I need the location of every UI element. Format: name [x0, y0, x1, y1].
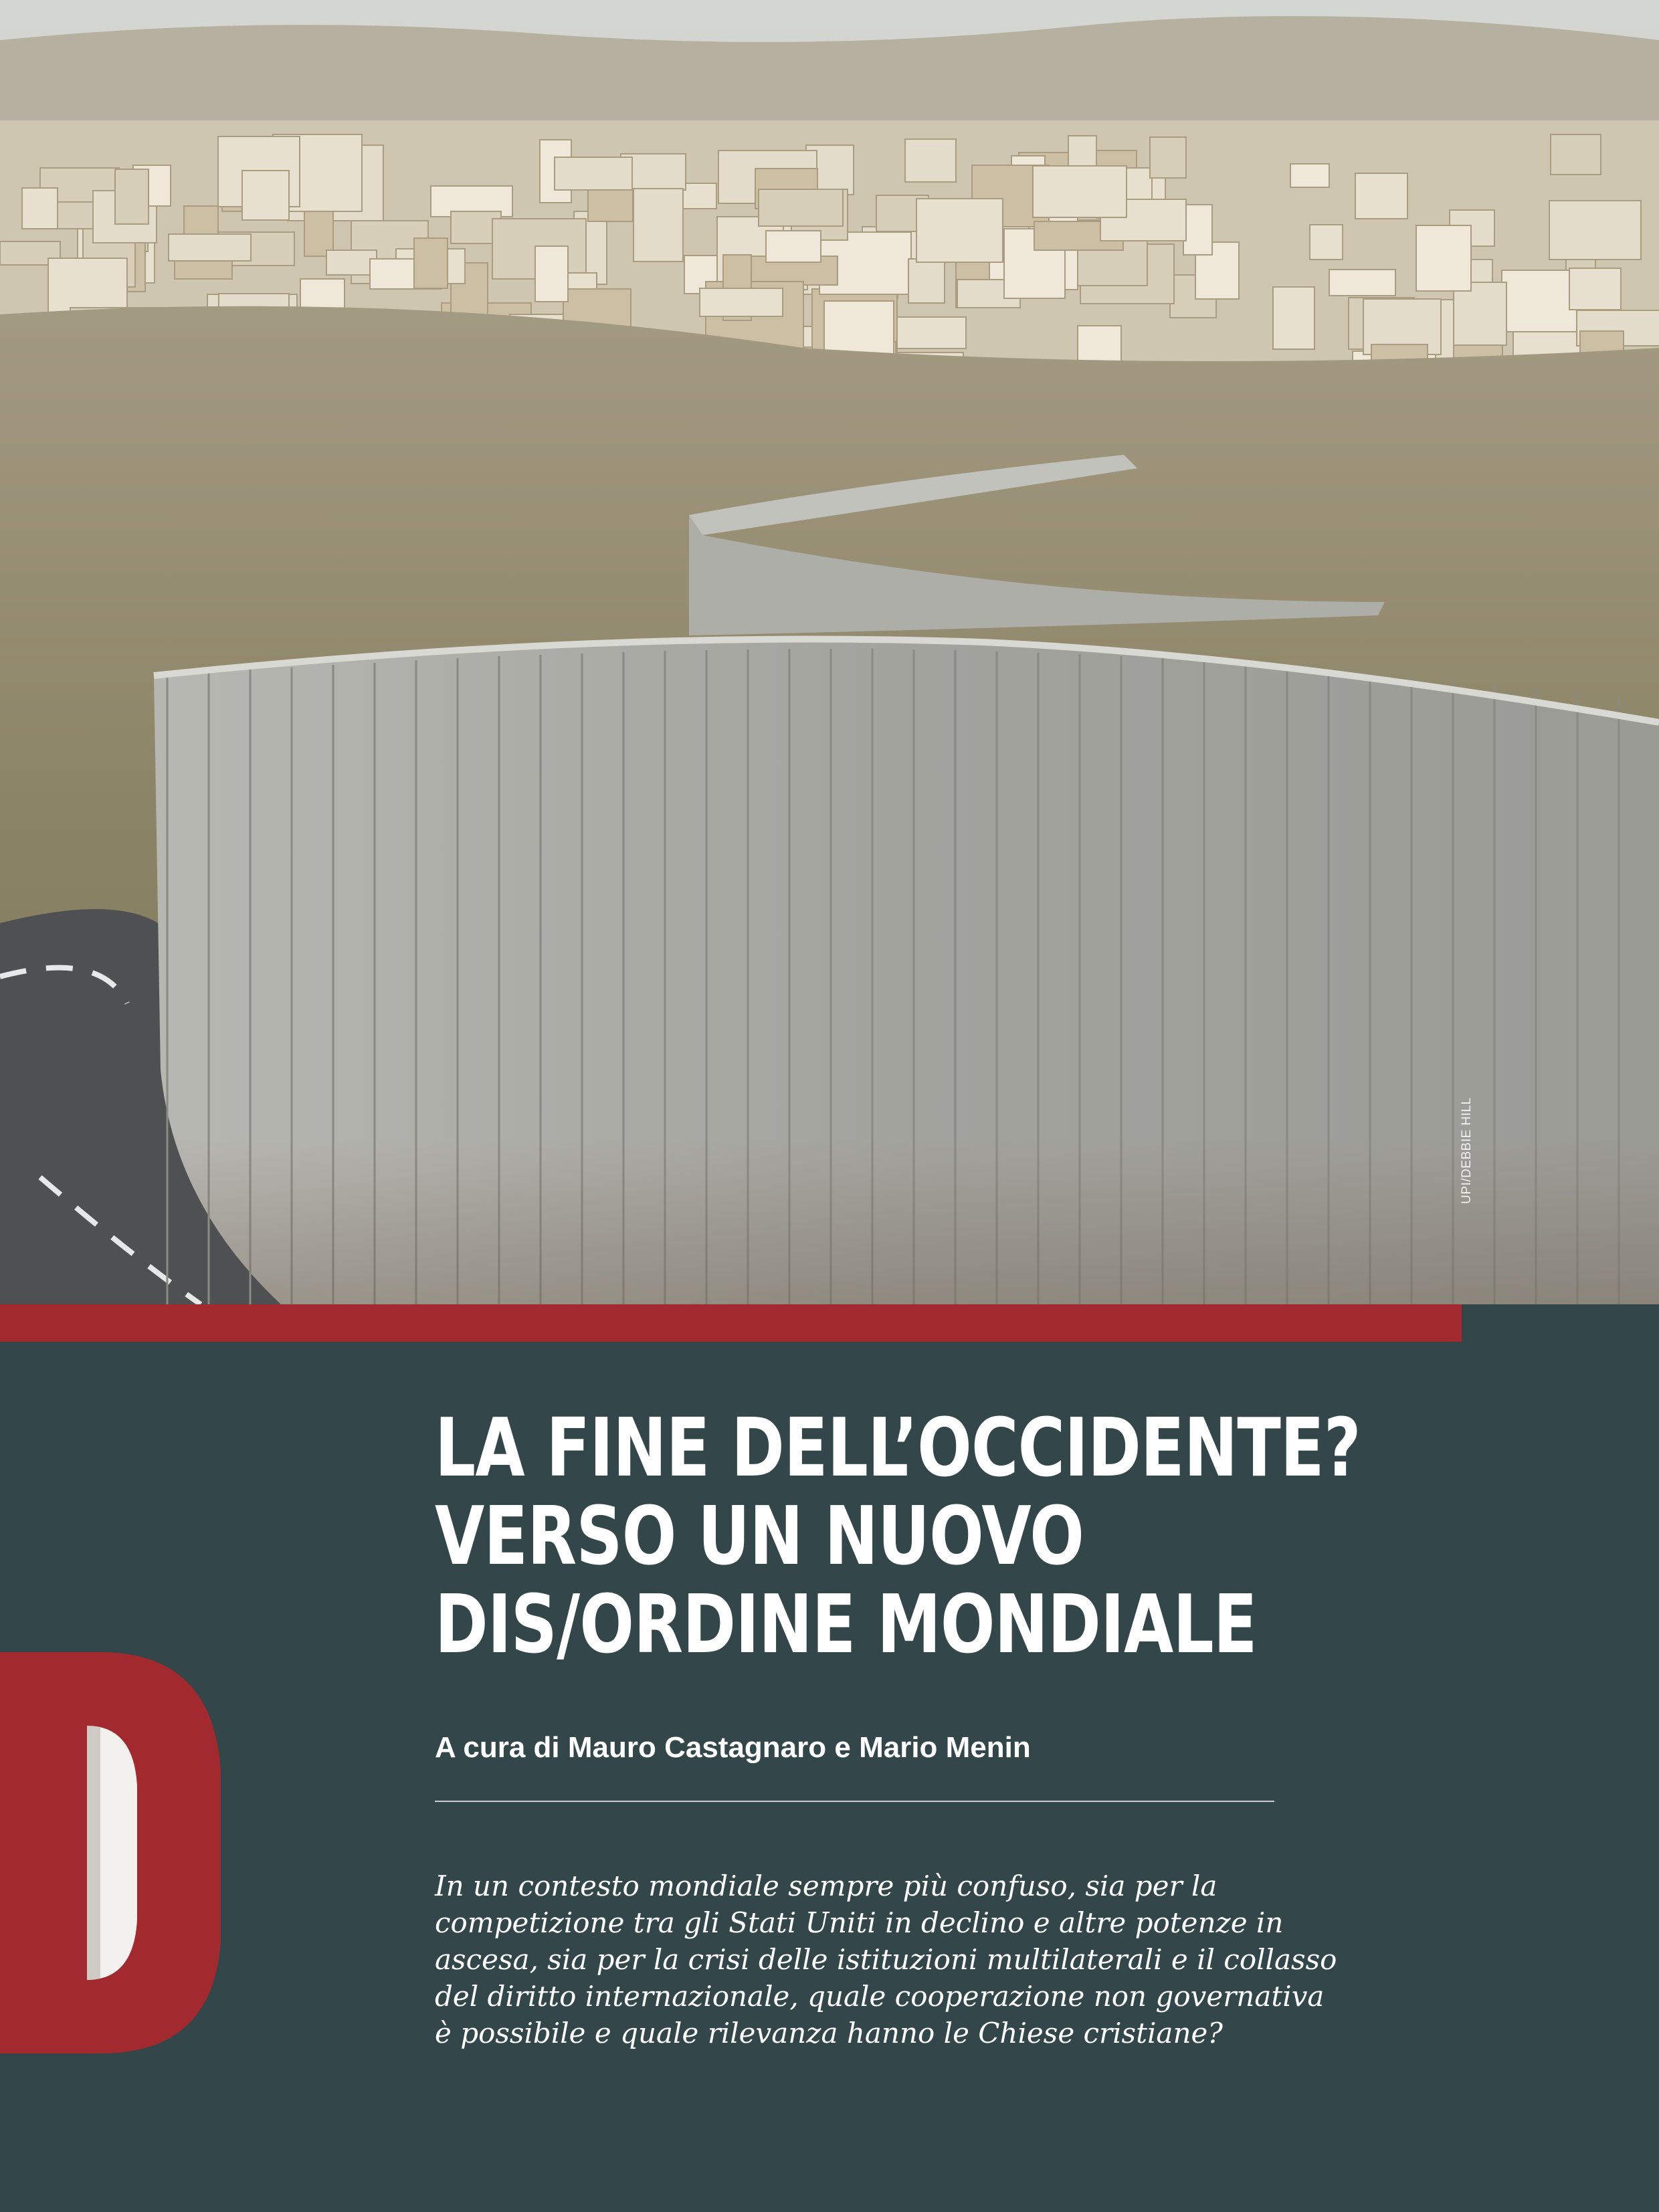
photo-credit: UPI/DEBBIE HILL [1460, 1097, 1474, 1204]
article-byline: A cura di Mauro Castagnaro e Mario Menin [435, 1731, 1031, 1764]
title-line-2: VERSO UN NUOVO [435, 1490, 1084, 1583]
title-line-3: DIS/ORDINE MONDIALE [435, 1579, 1257, 1672]
abstract-line-1: In un contesto mondiale sempre più confuso, sia per la [435, 1870, 1217, 1902]
dropcap-letter [0, 1652, 227, 2053]
divider [435, 1801, 1274, 1802]
abstract-line-4: del diritto internazionale, quale cooperazione non governativa [435, 1980, 1325, 2013]
accent-band [0, 1304, 1462, 1342]
abstract-line-2: competizione tra gli Stati Uniti in declino e altre potenze in [435, 1906, 1284, 1939]
article-title [435, 1402, 1361, 1672]
article-abstract [435, 1868, 1478, 2051]
abstract-line-5: è possibile e quale rilevanza hanno le Chiese cristiane? [435, 2017, 1223, 2049]
abstract-line-3: ascesa, sia per la crisi delle istituzioni multilaterali e il collasso [435, 1943, 1337, 1976]
title-line-1: LA FINE DELL’OCCIDENTE? [435, 1402, 1361, 1495]
